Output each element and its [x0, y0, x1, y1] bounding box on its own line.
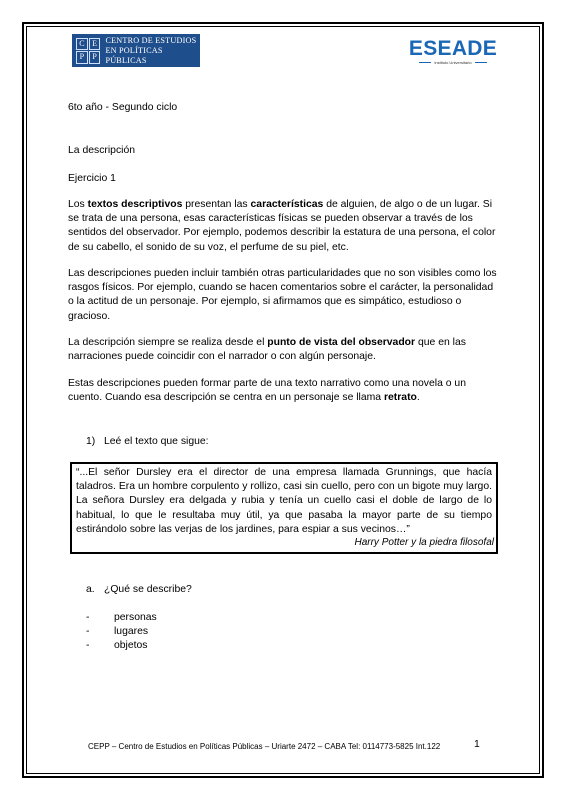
eseade-wordmark: ESEADE — [408, 37, 498, 60]
topic-title: La descripción — [68, 145, 136, 156]
course-level: 6to año - Segundo ciclo — [68, 102, 178, 113]
quote-text: “...El señor Dursley era el director de una empresa llamada Grunnings, que hacía taladros. Era un hombre corpulento y rollizo, casi sin cuello, pero con un bigote muy largo. La señora Dursley era delgada y rubia y tenía un cuello casi el doble de largo de lo habitual, lo que le resultaba muy útil, ya que pasaba la mayor parte de su tiempo estirándolo sobre las verjas de los jardines, para espiar a sus vecinos…” — [76, 467, 492, 535]
paragraph-1: Los textos descriptivos presentan las características de alguien, de algo o de un lugar. Si se trata de una persona, esas características físicas se pueden observar a través de los sentidos del observador. Por ejemplo, podemos describir la estatura de una persona, el color de su cabello, el sonido de su voz, el perfume de su piel, etc. — [68, 199, 496, 253]
cepp-logo — [72, 34, 200, 67]
question-1-number: 1) — [86, 436, 96, 447]
footer-address: CEPP – Centro de Estudios en Políticas Públicas – Uriarte 2472 – CABA Tel: 0114773-5825 Int.122 — [88, 742, 441, 751]
eseade-subtitle: Instituto Universitario — [408, 60, 498, 66]
paragraph-4: Estas descripciones pueden formar parte de una texto narrativo como una novela o un cuento. Cuando esa descripción se centra en un personaje se llama retrato. — [68, 378, 466, 404]
question-a-text: ¿Qué se describe? — [104, 584, 192, 595]
exercise-title: Ejercicio 1 — [68, 173, 116, 184]
page-number: 1 — [474, 739, 480, 750]
option-objetos: - objetos — [86, 640, 148, 651]
cepp-logo-text: CENTRO DE ESTUDIOS EN POLÍTICAS PÚBLICAS — [105, 35, 197, 65]
eseade-logo — [408, 38, 498, 68]
paragraph-3: La descripción siempre se realiza desde el punto de vista del observador que en las narraciones puede coincidir con el narrador o con algún personaje. — [68, 337, 466, 363]
option-lugares: - lugares — [86, 626, 149, 637]
question-a-letter: a. — [86, 584, 95, 595]
question-1-text: Leé el texto que sigue: — [104, 436, 209, 447]
paragraph-2: Las descripciones pueden incluir también otras particularidades que no son visibles como los rasgos físicos. Por ejemplo, cuando se hacen comentarios sobre el carácter, la personalidad o la actitud de un personaje. Por ejemplo, si afirmamos que es simpático, estudioso o gracioso. — [68, 268, 497, 322]
cepp-monogram: C E P P — [76, 38, 100, 64]
option-personas: - personas — [86, 612, 157, 623]
quote-source: Harry Potter y la piedra filosofal — [354, 537, 494, 548]
